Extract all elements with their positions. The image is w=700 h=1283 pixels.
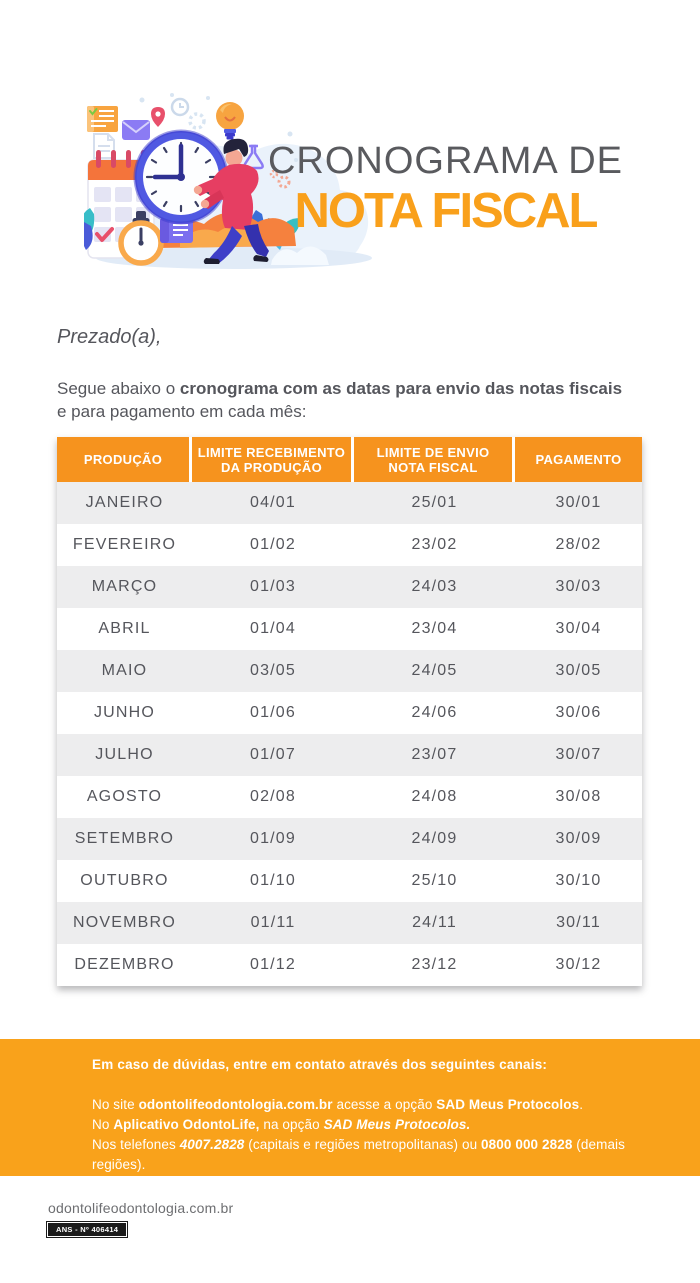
month-cell: JANEIRO (85, 494, 164, 511)
month-cell: DEZEMBRO (74, 956, 175, 973)
greeting-text: Prezado(a), (57, 326, 162, 348)
text: na opção (259, 1117, 324, 1132)
month-cell: JUNHO (93, 704, 156, 721)
date-cell: 30/04 (555, 620, 602, 637)
date-cell: 30/07 (555, 746, 602, 763)
header-text: PAGAMENTO (535, 452, 622, 467)
phone-number: 4007.2828 (179, 1137, 245, 1152)
header-text: LIMITE DE ENVIO (376, 444, 490, 460)
date-cell: 24/06 (411, 704, 458, 721)
table-row (57, 524, 642, 566)
date-cell: 28/02 (555, 536, 602, 553)
contact-line-phone (92, 1135, 662, 1175)
date-cell: 25/10 (411, 872, 458, 889)
month-cell: MAIO (101, 662, 148, 679)
month-cell: JULHO (95, 746, 154, 763)
month-cell: SETEMBRO (74, 830, 175, 847)
contact-footer (0, 1039, 700, 1176)
header-text: LIMITE RECEBIMENTO (197, 444, 346, 460)
table-row (57, 776, 642, 818)
date-cell: 01/09 (249, 830, 297, 847)
column-header-limite-recebimento (192, 437, 354, 482)
text: acesse a opção (332, 1097, 437, 1112)
column-header-limite-envio (354, 437, 515, 482)
text: . (579, 1097, 584, 1112)
date-cell: 01/07 (249, 746, 297, 763)
date-cell: 30/03 (555, 578, 602, 595)
month-cell: AGOSTO (86, 788, 163, 805)
table-row (57, 566, 642, 608)
date-cell: 01/11 (250, 914, 296, 931)
date-cell: 24/03 (411, 578, 458, 595)
ans-badge-text: ANS - Nº 406414 (48, 1223, 126, 1236)
contact-heading: Em caso de dúvidas, entre em contato através dos seguintes canais: (92, 1057, 548, 1072)
date-cell: 01/10 (249, 872, 297, 889)
date-cell: 03/05 (249, 662, 297, 679)
table-row (57, 482, 642, 524)
title-line2: NOTA FISCAL (294, 184, 597, 238)
month-cell: ABRIL (98, 620, 151, 637)
schedule-table (57, 437, 642, 986)
month-cell: OUTUBRO (80, 872, 169, 889)
month-cell: FEVEREIRO (72, 536, 177, 553)
envelope-icon (122, 120, 150, 140)
column-header-pagamento (515, 437, 642, 482)
page-title (263, 140, 628, 237)
header-text: NOTA FISCAL (388, 459, 478, 475)
date-cell: 02/08 (249, 788, 297, 805)
date-cell: 04/01 (249, 494, 297, 511)
date-cell: 30/08 (555, 788, 602, 805)
table-row (57, 608, 642, 650)
text: SAD Meus Protocolos (436, 1097, 580, 1112)
date-cell: 25/01 (411, 494, 458, 511)
month-cell: MARÇO (91, 578, 158, 595)
text: No site (92, 1097, 139, 1112)
map-pin-icon (151, 107, 165, 127)
intro-post: e para pagamento em cada mês: (57, 402, 307, 421)
intro-bold: cronograma com as datas para envio das notas fiscais (179, 379, 623, 398)
schedule-table-body (57, 482, 642, 986)
text: (capitais e regiões metropolitanas) ou (244, 1137, 482, 1152)
clock-icon (135, 131, 227, 223)
sticky-note-icon (87, 106, 118, 132)
month-cell: NOVEMBRO (73, 914, 176, 931)
table-row (57, 902, 642, 944)
date-cell: 24/05 (411, 662, 458, 679)
intro-paragraph (57, 377, 677, 423)
table-row (57, 860, 642, 902)
contact-line-app (92, 1115, 662, 1135)
contact-line-site (92, 1095, 662, 1115)
date-cell: 30/10 (555, 872, 602, 889)
date-cell: 30/09 (555, 830, 602, 847)
column-header-producao (57, 437, 192, 482)
table-row (57, 650, 642, 692)
date-cell: 30/05 (555, 662, 602, 679)
date-cell: 24/08 (411, 788, 458, 805)
date-cell: 23/07 (411, 746, 458, 763)
date-cell: 01/03 (249, 578, 297, 595)
header-text: DA PRODUÇÃO (220, 459, 323, 475)
phone-number: 0800 000 2828 (481, 1137, 573, 1152)
table-row (57, 692, 642, 734)
app-name: Aplicativo OdontoLife, (113, 1117, 260, 1132)
date-cell: 01/06 (249, 704, 297, 721)
lightbulb-icon (216, 102, 244, 140)
date-cell: 24/09 (411, 830, 458, 847)
table-row (57, 734, 642, 776)
text: SAD Meus Protocolos. (323, 1117, 471, 1132)
date-cell: 01/12 (249, 956, 297, 973)
header-text: PRODUÇÃO (83, 452, 163, 467)
date-cell: 23/12 (411, 956, 458, 973)
website-url: odontolifeodontologia.com.br (48, 1200, 234, 1216)
date-cell: 30/06 (555, 704, 602, 721)
contact-lines (92, 1095, 662, 1175)
date-cell: 23/02 (411, 536, 458, 553)
date-cell: 30/11 (556, 914, 601, 931)
date-cell: 01/04 (249, 620, 297, 637)
contact-content (92, 1057, 662, 1175)
table-row (57, 818, 642, 860)
site-name: odontolifeodontologia.com.br (138, 1097, 333, 1112)
text: No (92, 1117, 114, 1132)
text: Nos telefones (92, 1137, 180, 1152)
table-header-row (57, 437, 642, 482)
small-clock-icon (172, 99, 188, 115)
date-cell: 01/02 (249, 536, 297, 553)
date-cell: 23/04 (411, 620, 458, 637)
date-cell: 30/12 (555, 956, 602, 973)
date-cell: 24/11 (412, 914, 457, 931)
intro-pre: Segue abaixo o (57, 379, 180, 398)
date-cell: 30/01 (555, 494, 602, 511)
table-row (57, 944, 642, 986)
title-line1: CRONOGRAMA DE (267, 140, 624, 182)
text: (demais regiões). (92, 1137, 626, 1172)
ans-badge (46, 1221, 128, 1238)
